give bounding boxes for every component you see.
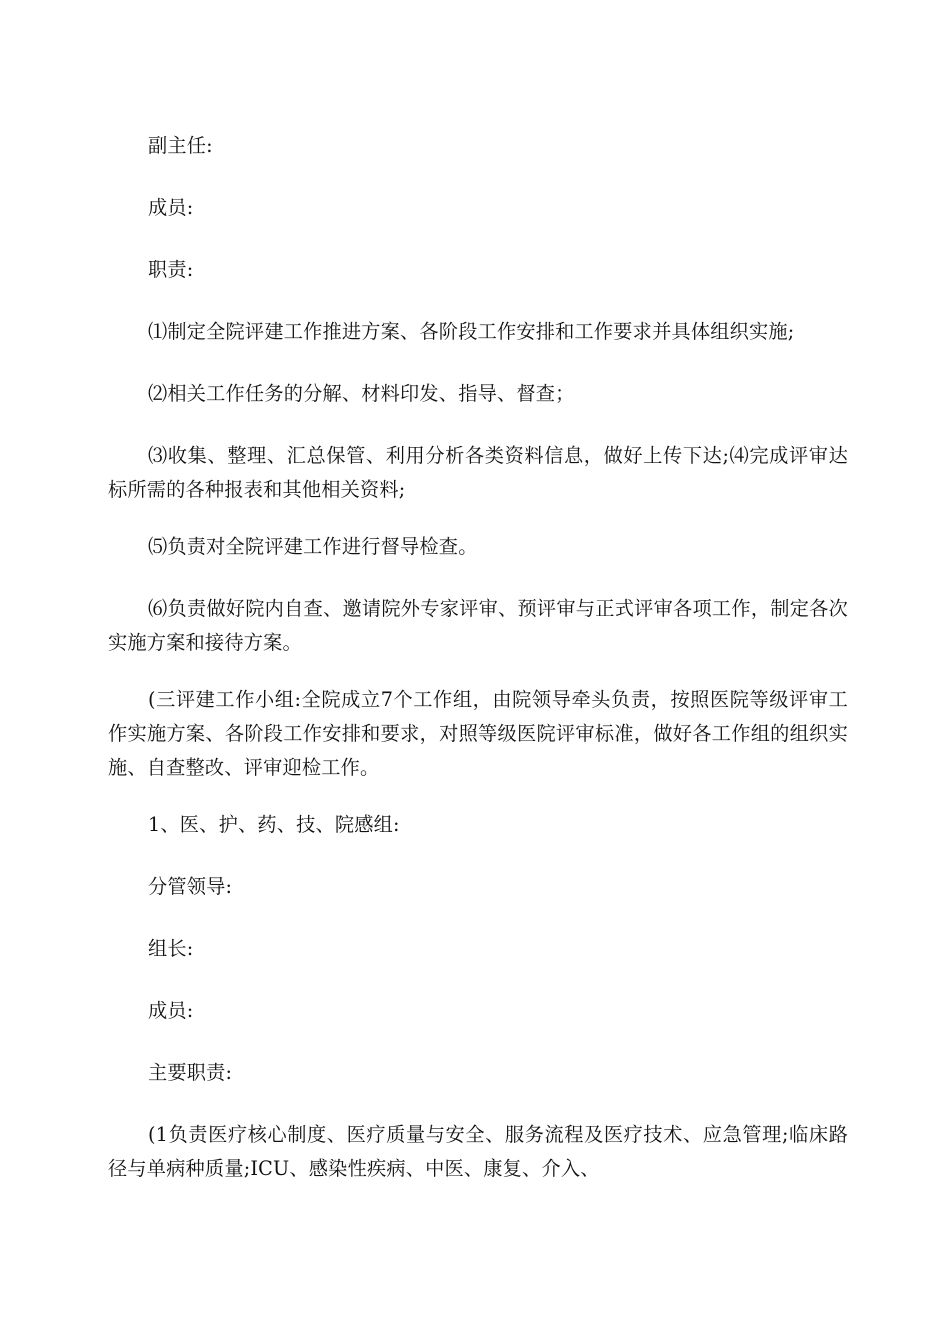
- group-leader-line: 组长:: [148, 937, 194, 960]
- deputy-director-line: 副主任:: [148, 134, 213, 157]
- duty-item-3-4: ⑶收集、整理、汇总保管、利用分析各类资料信息，做好上传下达;⑷完成评审达标所需的各种报表和其他相关资料;: [108, 444, 848, 501]
- group-members-line: 成员:: [148, 999, 194, 1022]
- section-three-paragraph: (三评建工作小组:全院成立7个工作组，由院领导牵头负责，按照医院等级评审工作实施方案、各阶段工作安排和要求，对照等级医院评审标准，做好各工作组的组织实施、自查整改、评审迎检工作。: [108, 688, 848, 779]
- duty-item-2: ⑵相关工作任务的分解、材料印发、指导、督查；: [148, 382, 575, 405]
- supervising-leader-line: 分管领导:: [148, 875, 233, 898]
- duty-item-1: ⑴制定全院评建工作推进方案、各阶段工作安排和工作要求并具体组织实施;: [148, 320, 795, 343]
- document-page: [108, 129, 848, 1214]
- group-1-heading: 1、医、护、药、技、院感组:: [148, 813, 400, 836]
- members-line: 成员:: [148, 196, 194, 219]
- main-duties-heading: 主要职责:: [148, 1061, 233, 1084]
- main-duty-item-1: (1负责医疗核心制度、医疗质量与安全、服务流程及医疗技术、应急管理;临床路径与单病种质量;ICU、感染性疾病、中医、康复、介入、: [108, 1123, 848, 1180]
- duty-item-5: ⑸负责对全院评建工作进行督导检查。: [148, 535, 478, 558]
- duties-heading: 职责:: [148, 258, 194, 281]
- duty-item-6: ⑹负责做好院内自查、邀请院外专家评审、预评审与正式评审各项工作，制定各次实施方案和接待方案。: [108, 597, 848, 654]
